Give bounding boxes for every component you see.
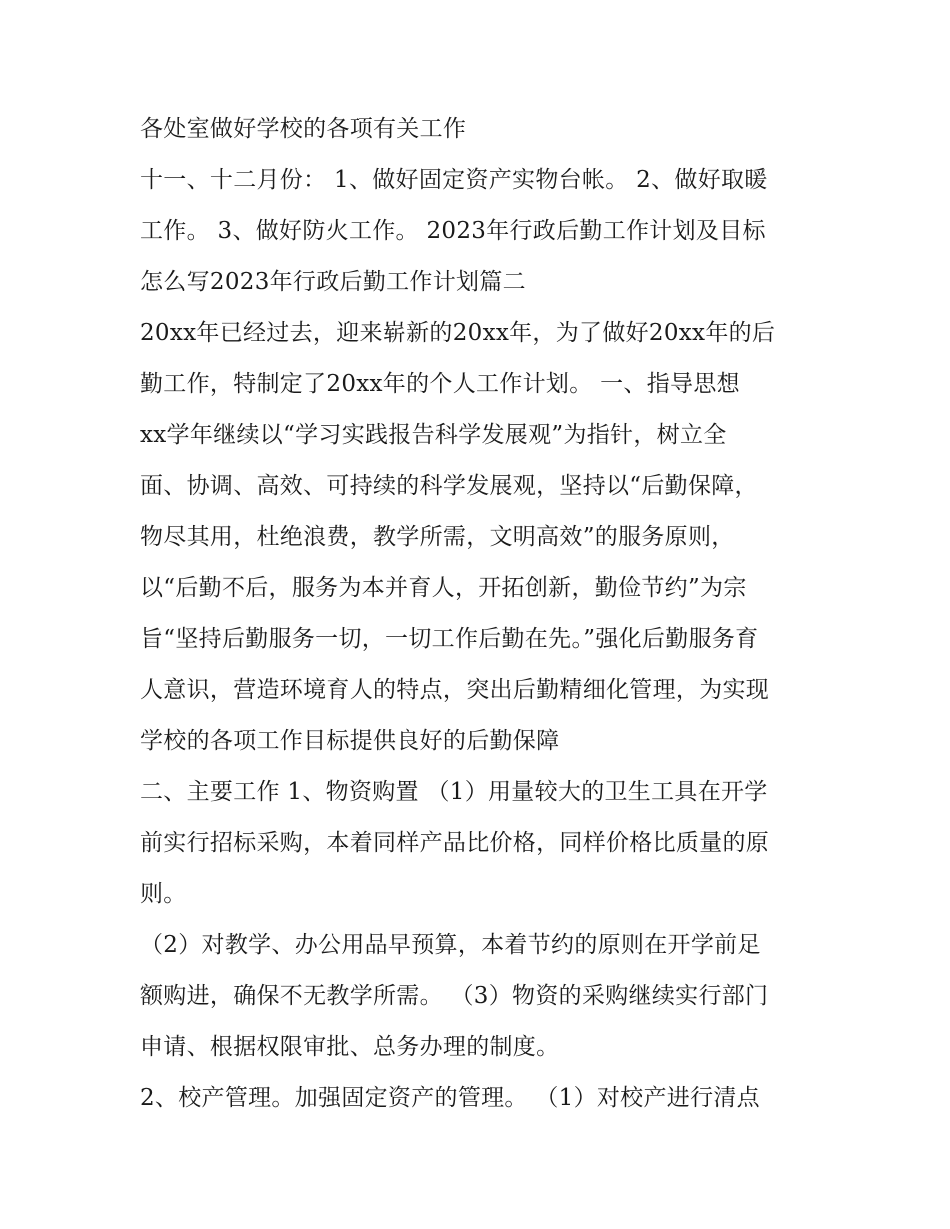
text-line: 十一、十二月份： 1、做好固定资产实物台帐。 2、做好取暖 <box>140 167 768 193</box>
text-line: 二、主要工作 1、物资购置 （1）用量较大的卫生工具在开学 <box>140 779 768 805</box>
text-line: 则。 <box>140 881 187 907</box>
text-line: 各处室做好学校的各项有关工作 <box>140 116 467 142</box>
text-line: 怎么写2023年行政后勤工作计划篇二 <box>140 269 526 295</box>
text-line: 20xx年已经过去，迎来崭新的20xx年，为了做好20xx年的后 <box>140 320 776 346</box>
text-line: 2、校产管理。加强固定资产的管理。 （1）对校产进行清点 <box>140 1085 760 1111</box>
text-line: 前实行招标采购，本着同样产品比价格，同样价格比质量的原 <box>140 830 770 856</box>
text-line: 工作。 3、做好防火工作。 2023年行政后勤工作计划及目标 <box>140 218 766 244</box>
text-line: （2）对教学、办公用品早预算，本着节约的原则在开学前足 <box>140 932 761 958</box>
text-line: 勤工作，特制定了20xx年的个人工作计划。 一、指导思想 <box>140 371 740 397</box>
text-line: 申请、根据权限审批、总务办理的制度。 <box>140 1034 560 1060</box>
text-line: 旨“坚持后勤服务一切，一切工作后勤在先。”强化后勤服务育 <box>140 626 759 652</box>
text-line: 面、协调、高效、可持续的科学发展观，坚持以“后勤保障， <box>140 473 758 499</box>
text-line: 人意识，营造环境育人的特点，突出后勤精细化管理，为实现 <box>140 677 770 703</box>
text-line: 以“后勤不后，服务为本并育人，开拓创新，勤俭节约”为宗 <box>140 575 747 601</box>
document-body <box>140 104 830 1124</box>
text-line: 额购进，确保不无教学所需。 （3）物资的采购继续实行部门 <box>140 983 769 1009</box>
text-line: 物尽其用，杜绝浪费，教学所需，文明高效”的服务原则， <box>140 524 735 550</box>
text-line: 学校的各项工作目标提供良好的后勤保障 <box>140 728 560 754</box>
text-line: xx学年继续以“学习实践报告科学发展观”为指针，树立全 <box>140 422 727 448</box>
